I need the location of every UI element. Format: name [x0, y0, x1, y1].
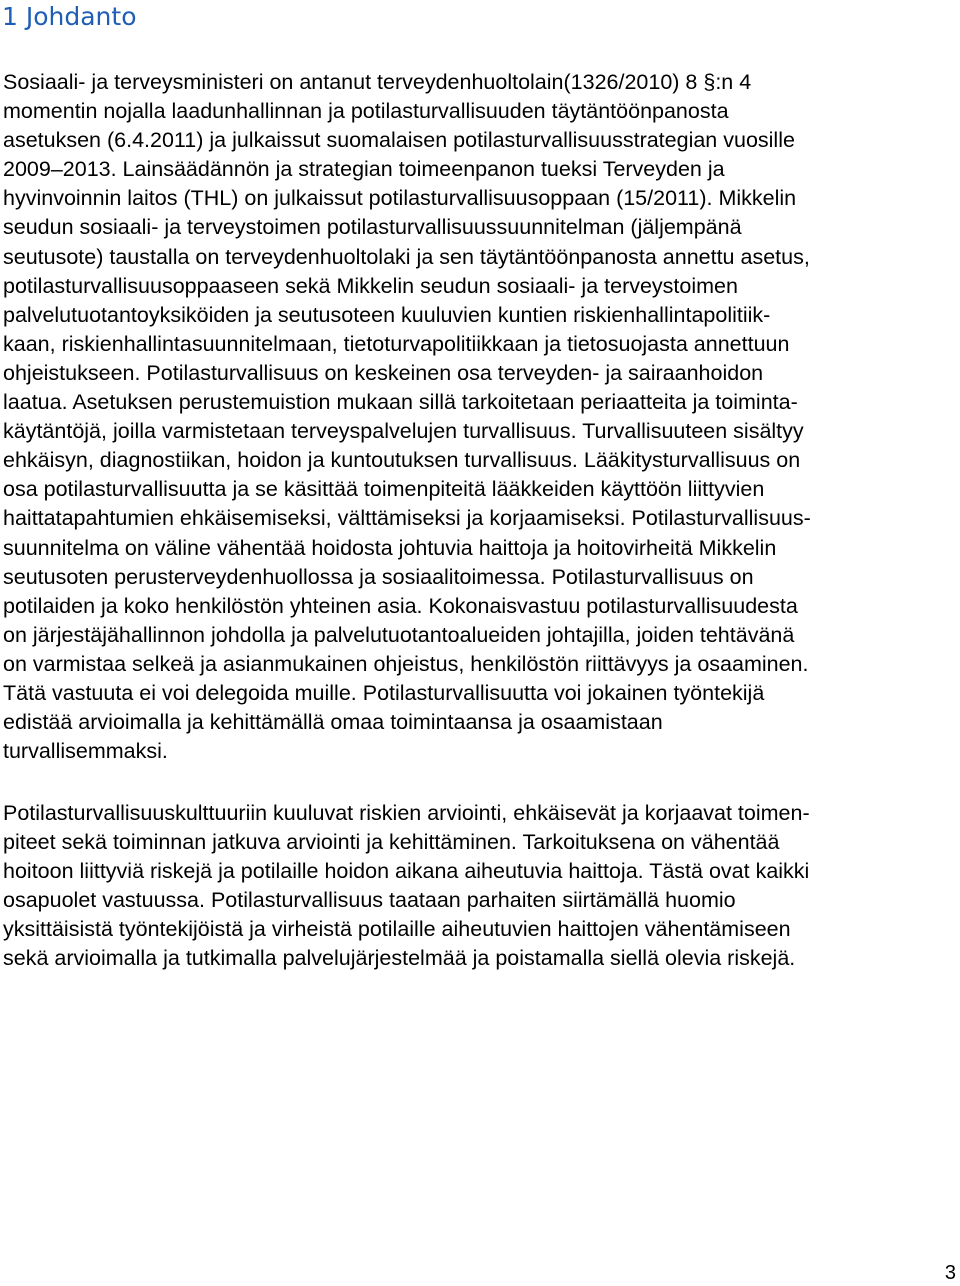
text-line: potilaiden ja koko henkilöstön yhteinen asia. Kokonaisvastuu potilasturvallisuudesta — [3, 593, 798, 618]
paragraph-introduction — [3, 68, 957, 766]
text-line: haittatapahtumien ehkäisemiseksi, välttämiseksi ja korjaamiseksi. Potilasturvallisuus- — [3, 506, 811, 531]
page-number: 3 — [944, 1262, 956, 1284]
text-line: Potilasturvallisuuskulttuuriin kuuluvat riskien arviointi, ehkäisevät ja korjaavat toimen- — [3, 801, 810, 825]
text-line: käytäntöjä, joilla varmistetaan terveyspalvelujen turvallisuus. Turvallisuuteen sisältyy — [3, 419, 804, 444]
text-line: on järjestäjähallinnon johdolla ja palvelutuotantoalueiden johtajilla, joiden tehtävänä — [3, 622, 795, 647]
paragraph-safety-culture — [3, 799, 957, 974]
text-line: edistää arvioimalla ja kehittämällä omaa toimintaansa ja osaamistaan — [3, 710, 663, 735]
text-line: Tätä vastuuta ei voi delegoida muille. Potilasturvallisuutta voi jokainen työntekijä — [3, 680, 765, 705]
text-line: ohjeistukseen. Potilasturvallisuus on keskeinen osa terveyden- ja sairaanhoidon — [3, 360, 764, 385]
text-line: seudun sosiaali- ja terveystoimen potilasturvallisuussuunnitelman (jäljempänä — [3, 215, 742, 240]
text-line: osa potilasturvallisuutta ja se käsittää toimenpiteitä lääkkeiden käyttöön liittyvien — [3, 477, 765, 502]
text-line: laatua. Asetuksen perustemuistion mukaan sillä tarkoitetaan periaatteita ja toiminta- — [3, 390, 798, 415]
section-heading: 1 Johdanto — [2, 2, 137, 31]
text-line: Sosiaali- ja terveysministeri on antanut terveydenhuoltolain(1326/2010) 8 §:n 4 — [3, 70, 752, 94]
text-line: yksittäisistä työntekijöistä ja virheistä potilaille aiheutuvien haittojen vähentämiseen — [3, 917, 791, 942]
text-line: kaan, riskienhallintasuunnitelmaan, tietoturvapolitiikkaan ja tietosuojasta annettuun — [3, 331, 790, 356]
text-line: ehkäisyn, diagnostiikan, hoidon ja kuntoutuksen turvallisuus. Lääkitysturvallisuus on — [3, 448, 801, 473]
text-line: 2009–2013. Lainsäädännön ja strategian toimeenpanon tueksi Terveyden ja — [3, 157, 725, 182]
text-line: potilasturvallisuusoppaaseen sekä Mikkelin seudun sosiaali- ja terveystoimen — [3, 273, 738, 298]
text-line: momentin nojalla laadunhallinnan ja potilasturvallisuuden täytäntöönpanosta — [3, 99, 729, 124]
text-line: suunnitelma on väline vähentää hoidosta johtuvia haittoja ja hoitovirheitä Mikkelin — [3, 535, 777, 560]
text-line: hyvinvoinnin laitos (THL) on julkaissut potilasturvallisuusoppaan (15/2011). Mikkelin — [3, 186, 797, 211]
text-line: piteet sekä toiminnan jatkuva arviointi ja kehittäminen. Tarkoituksena on vähentää — [3, 830, 780, 855]
text-line: on varmistaa selkeä ja asianmukainen ohjeistus, henkilöstön riittävyys ja osaaminen. — [3, 651, 809, 676]
text-line: seutusote) taustalla on terveydenhuoltolaki ja sen täytäntöönpanosta annettu asetus, — [3, 244, 810, 269]
text-line: osapuolet vastuussa. Potilasturvallisuus taataan parhaiten siirtämällä huomio — [3, 888, 736, 913]
text-line: sekä arvioimalla ja tutkimalla palvelujärjestelmää ja poistamalla siellä olevia riskejä. — [3, 946, 796, 971]
text-line: palvelutuotantoyksiköiden ja seutusoteen kuuluvien kuntien riskienhallintapolitiik- — [3, 302, 771, 327]
text-line: asetuksen (6.4.2011) ja julkaissut suomalaisen potilasturvallisuusstrategian vuosille — [3, 128, 795, 153]
text-line: turvallisemmaksi. — [3, 739, 168, 764]
text-line: hoitoon liittyviä riskejä ja potilaille hoidon aikana aiheutuvia haittoja. Tästä ovat kaikki — [3, 859, 810, 884]
text-line: seutusoten perusterveydenhuollossa ja sosiaalitoimessa. Potilasturvallisuus on — [3, 564, 754, 589]
